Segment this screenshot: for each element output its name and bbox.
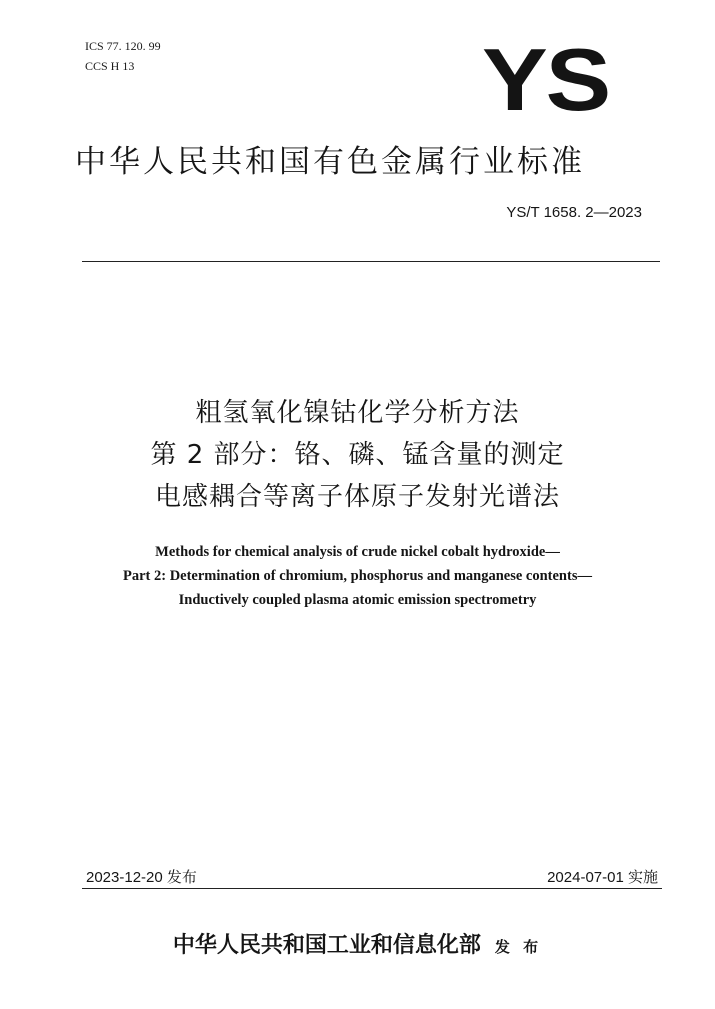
issuing-authority (0, 928, 715, 959)
implementation-date: 2024-07-01 实施 (547, 869, 658, 886)
chinese-title-line-1: 粗氢氧化镍钴化学分析方法 (195, 398, 520, 428)
issuer-action: 发 布 (494, 938, 543, 956)
standard-number: YS/T 1658. 2—2023 (506, 204, 642, 221)
chinese-title (0, 392, 715, 518)
classification-codes (85, 36, 161, 76)
industry-standard-title: 中华人民共和国有色金属行业标准 (75, 144, 585, 180)
bottom-divider (82, 888, 662, 889)
top-divider (82, 261, 660, 262)
ys-logo: YS (482, 30, 609, 129)
chinese-title-line-2: 第 2 部分：铬、磷、锰含量的测定 (150, 440, 565, 470)
english-title (0, 540, 715, 612)
english-title-line-2: Part 2: Determination of chromium, phosphorus and manganese contents— (123, 568, 592, 584)
english-title-line-1: Methods for chemical analysis of crude nickel cobalt hydroxide— (155, 544, 560, 560)
ccs-code: CCS H 13 (85, 59, 135, 73)
issue-date: 2023-12-20 发布 (86, 869, 197, 886)
issuer-name: 中华人民共和国工业和信息化部 (172, 932, 481, 958)
chinese-title-line-3: 电感耦合等离子体原子发射光谱法 (154, 482, 560, 512)
english-title-line-3: Inductively coupled plasma atomic emission spectrometry (178, 592, 537, 608)
ics-code: ICS 77. 120. 99 (85, 39, 161, 53)
